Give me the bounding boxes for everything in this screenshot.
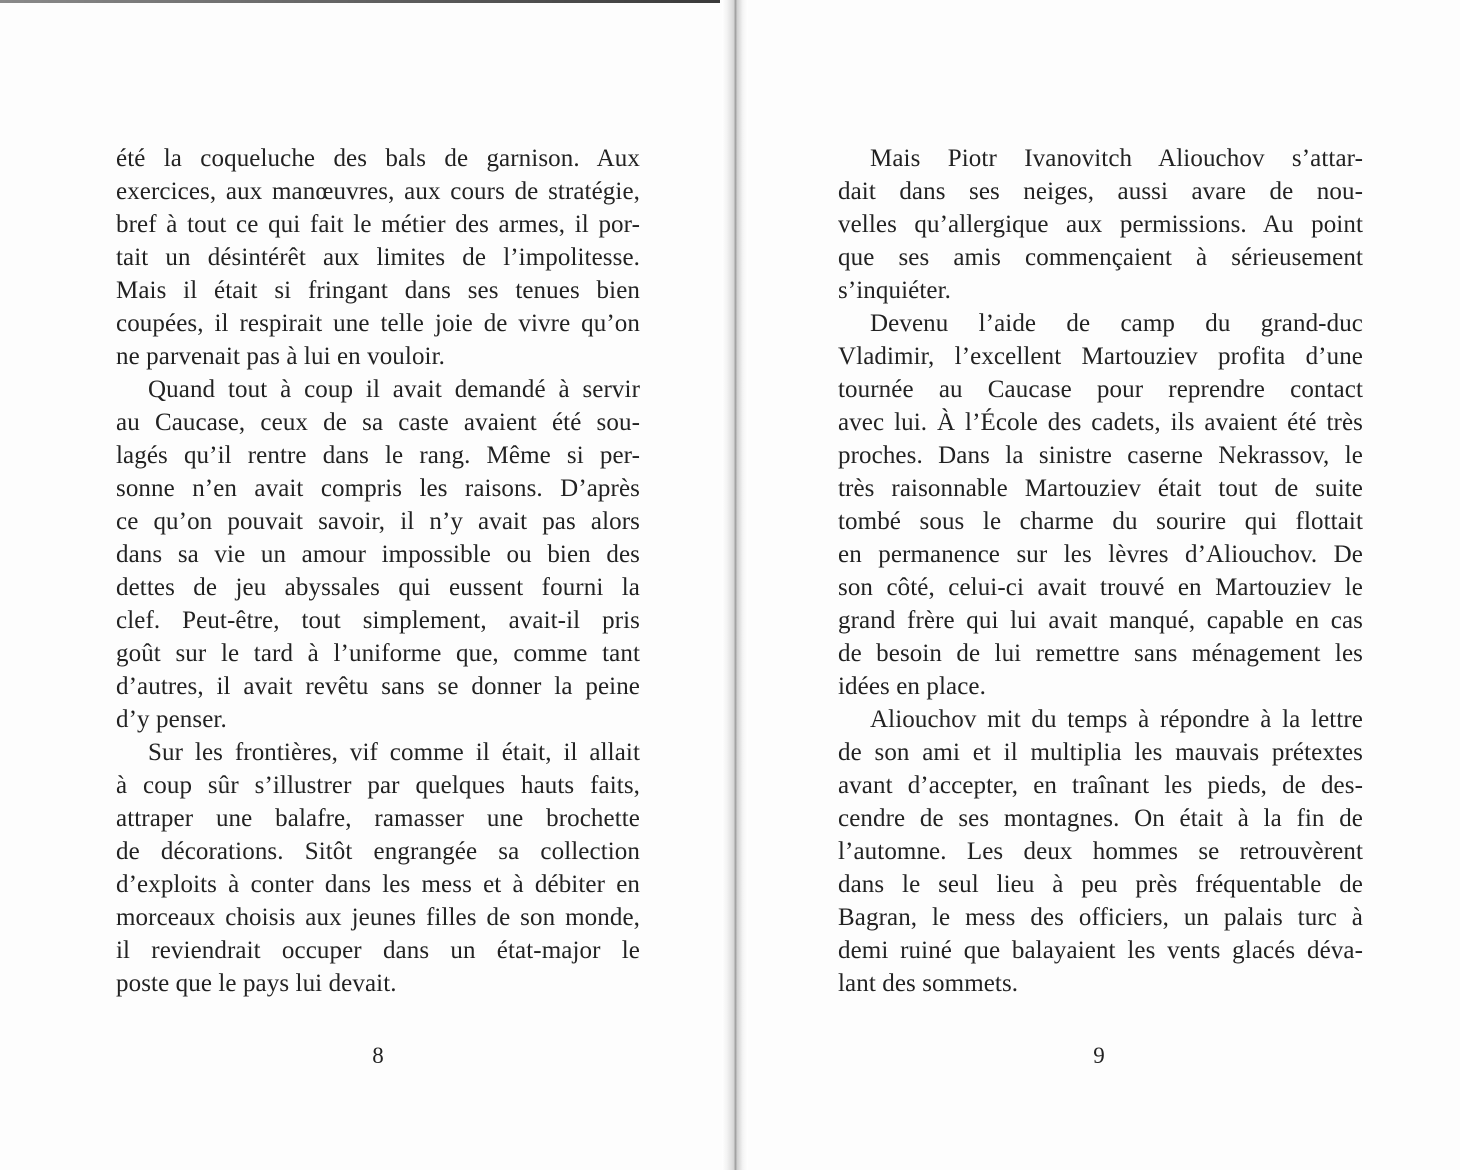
text-line: de décorations. Sitôt engrangée sa collection <box>116 838 640 865</box>
text-line: ce qu’on pouvait savoir, il n’y avait pas alors <box>116 508 640 535</box>
text-line: été la coqueluche des bals de garnison. Aux <box>116 145 640 172</box>
text-line: tournée au Caucase pour reprendre contact <box>838 376 1363 403</box>
text-line: ne parvenait pas à lui en vouloir. <box>116 343 445 370</box>
text-line: velles qu’allergique aux permissions. Au point <box>838 211 1363 238</box>
right-page-text <box>838 142 1363 1000</box>
text-line: Vladimir, l’excellent Martouziev profita d’une <box>838 343 1363 370</box>
left-page-text <box>116 142 640 1000</box>
text-line: sonne n’en avait compris les raisons. D’après <box>116 475 640 502</box>
text-line: poste que le pays lui devait. <box>116 970 397 997</box>
text-line: lagés qu’il rentre dans le rang. Même si per- <box>116 442 640 469</box>
text-line: très raisonnable Martouziev était tout de suite <box>838 475 1363 502</box>
text-line: demi ruiné que balayaient les vents glacés déva- <box>838 937 1363 964</box>
text-line: dettes de jeu abyssales qui eussent fourni la <box>116 574 640 601</box>
text-line: dait dans ses neiges, aussi avare de nou- <box>838 178 1363 205</box>
text-line: Quand tout à coup il avait demandé à servir <box>148 376 640 403</box>
text-line: d’autres, il avait revêtu sans se donner la peine <box>116 673 640 700</box>
text-line: à coup sûr s’illustrer par quelques hauts faits, <box>116 772 640 799</box>
text-line: morceaux choisis aux jeunes filles de son monde, <box>116 904 640 931</box>
text-line: Devenu l’aide de camp du grand-duc <box>870 310 1363 337</box>
text-line: clef. Peut-être, tout simplement, avait-il pris <box>116 607 640 634</box>
text-line: il reviendrait occuper dans un état-major le <box>116 937 640 964</box>
text-line: Bagran, le mess des officiers, un palais turc à <box>838 904 1363 931</box>
text-line: avec lui. À l’École des cadets, ils avaient été très <box>838 409 1363 436</box>
book-gutter <box>722 0 748 1170</box>
text-line: tombé sous le charme du sourire qui flottait <box>838 508 1363 535</box>
left-page <box>0 0 722 1170</box>
text-line: dans sa vie un amour impossible ou bien des <box>116 541 640 568</box>
text-line: que ses amis commençaient à sérieusement <box>838 244 1363 271</box>
text-line: cendre de ses montagnes. On était à la fin de <box>838 805 1363 832</box>
text-line: Mais Piotr Ivanovitch Aliouchov s’attar- <box>870 145 1363 172</box>
right-page-number: 9 <box>1093 1043 1105 1068</box>
text-line: avant d’accepter, en traînant les pieds, de des- <box>838 772 1363 799</box>
text-line: dans le seul lieu à peu près fréquentable de <box>838 871 1363 898</box>
right-page <box>748 0 1460 1170</box>
text-line: exercices, aux manœuvres, aux cours de stratégie, <box>116 178 640 205</box>
text-line: tait un désintérêt aux limites de l’impolitesse. <box>116 244 640 271</box>
text-line: goût sur le tard à l’uniforme que, comme tant <box>116 640 640 667</box>
left-page-number: 8 <box>372 1043 384 1068</box>
text-line: de besoin de lui remettre sans ménagement les <box>838 640 1363 667</box>
text-line: attraper une balafre, ramasser une brochette <box>116 805 640 832</box>
text-line: lant des sommets. <box>838 970 1019 997</box>
text-line: coupées, il respirait une telle joie de vivre qu’on <box>116 310 640 337</box>
text-line: en permanence sur les lèvres d’Aliouchov. De <box>838 541 1363 568</box>
text-line: de son ami et il multiplia les mauvais prétextes <box>838 739 1363 766</box>
text-line: Aliouchov mit du temps à répondre à la lettre <box>870 706 1363 733</box>
text-line: grand frère qui lui avait manqué, capable en cas <box>838 607 1363 634</box>
text-line: idées en place. <box>838 673 986 700</box>
text-line: d’y penser. <box>116 706 227 733</box>
text-line: l’automne. Les deux hommes se retrouvèrent <box>838 838 1363 865</box>
text-line: bref à tout ce qui fait le métier des armes, il por- <box>116 211 640 238</box>
text-line: Mais il était si fringant dans ses tenues bien <box>116 277 640 304</box>
text-line: s’inquiéter. <box>838 277 951 304</box>
text-line: d’exploits à conter dans les mess et à débiter en <box>116 871 640 898</box>
text-line: au Caucase, ceux de sa caste avaient été sou- <box>116 409 640 436</box>
text-line: proches. Dans la sinistre caserne Nekrassov, le <box>838 442 1363 469</box>
text-line: son côté, celui-ci avait trouvé en Martouziev le <box>838 574 1363 601</box>
text-line: Sur les frontières, vif comme il était, il allait <box>148 739 640 766</box>
